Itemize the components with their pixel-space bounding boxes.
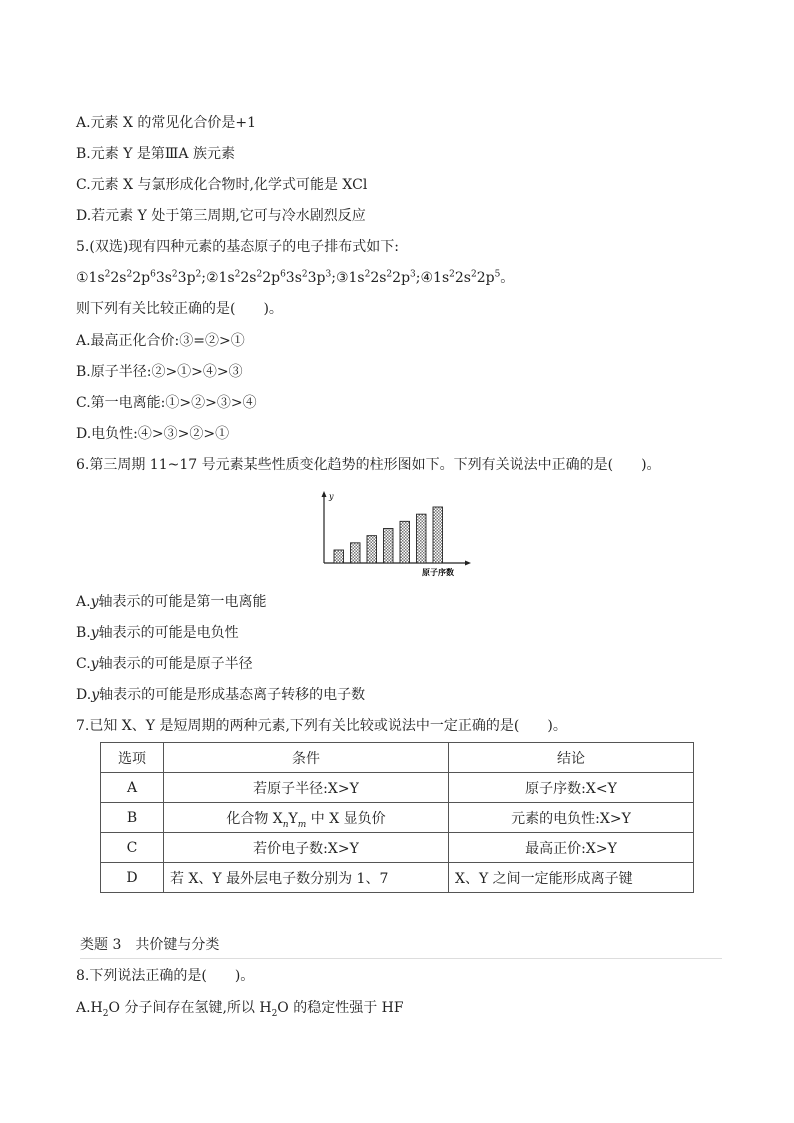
table-cell: X、Y 之间一定能形成离子键 — [449, 863, 694, 893]
header-cell: 条件 — [164, 743, 449, 773]
table-cell: C — [101, 833, 164, 863]
table-header-row — [101, 743, 694, 773]
q6-option-c-text: 轴表示的可能是原子半径 — [98, 656, 253, 672]
bar-1 — [334, 550, 344, 563]
q4-option-d: D.若元素 Y 处于第三周期,它可与冷水剧烈反应 — [76, 208, 366, 224]
table-cell: 原子序数:X<Y — [449, 773, 694, 803]
bar-chart — [318, 489, 478, 579]
x-axis-label: 原子序数 — [422, 568, 454, 577]
q5-stem: 5.(双选)现有四种元素的基态原子的电子排布式如下: — [76, 239, 399, 255]
table-cell-compound: 化合物 $X_nY_m$ 中 X 显负价 — [164, 803, 449, 833]
q4-option-b: B.元素 Y 是第ⅢA 族元素 — [76, 146, 235, 162]
header-cell: 结论 — [449, 743, 694, 773]
bar-2 — [351, 543, 361, 563]
q6-option-b-text: 轴表示的可能是电负性 — [98, 625, 239, 641]
table-cell: 若 X、Y 最外层电子数分别为 1、7 — [164, 863, 449, 893]
y-variable: y — [91, 687, 100, 703]
q6-stem: 6.第三周期 11~17 号元素某些性质变化趋势的柱形图如下。下列有关说法中正确的是( )。 — [76, 457, 661, 473]
table-cell: 若价电子数:X>Y — [164, 833, 449, 863]
table-cell: A — [101, 773, 164, 803]
y-variable: y — [90, 656, 99, 672]
y-axis-arrow — [322, 491, 327, 497]
q5-question: 则下列有关比较正确的是( )。 — [76, 301, 283, 317]
q6-option-d: D.y轴表示的可能是形成基态离子转移的电子数 — [76, 687, 366, 703]
q5-option-d: D.电负性:④>③>②>① — [76, 426, 230, 442]
header-cell: 选项 — [101, 743, 164, 773]
table-cell: B — [101, 803, 164, 833]
y-axis-label: y — [329, 492, 334, 501]
table-cell: 若原子半径:X>Y — [164, 773, 449, 803]
table-cell: D — [101, 863, 164, 893]
table-cell: 元素的电负性:X>Y — [449, 803, 694, 833]
table-row — [101, 773, 694, 803]
q5-configurations: $①1s^22s^22p^63s^23p^2;②1s^22s^22p^63s^23p^3;③1s^22s^22p^3;④1s^22s^22p^5$。 — [76, 269, 515, 286]
bar-6 — [417, 514, 427, 563]
q5-option-a: A.最高正化合价:③=②>① — [76, 333, 245, 349]
q5-option-b: B.原子半径:②>①>④>③ — [76, 364, 243, 380]
bar-4 — [384, 529, 394, 564]
q6-option-c: C.y轴表示的可能是原子半径 — [76, 656, 253, 672]
q8-stem: 8.下列说法正确的是( )。 — [76, 968, 255, 984]
q7-stem: 7.已知 X、Y 是短周期的两种元素,下列有关比较或说法中一定正确的是( )。 — [76, 718, 567, 734]
bar-5 — [400, 521, 410, 563]
q6-option-a: A.y轴表示的可能是第一电离能 — [76, 594, 267, 610]
x-axis-arrow — [465, 561, 471, 566]
q4-option-a: A.元素 X 的常见化合价是+1 — [76, 115, 257, 131]
table-row — [101, 803, 694, 833]
table-row — [101, 863, 694, 893]
table-row — [101, 833, 694, 863]
table-cell: 最高正价:X>Y — [449, 833, 694, 863]
q6-option-a-text: 轴表示的可能是第一电离能 — [98, 594, 267, 610]
q4-option-c: C.元素 X 与氯形成化合物时,化学式可能是 XCl — [76, 177, 368, 193]
bar-3 — [367, 536, 377, 563]
y-variable: y — [90, 594, 99, 610]
y-variable: y — [90, 625, 99, 641]
q6-option-b: B.y轴表示的可能是电负性 — [76, 625, 239, 641]
q5-option-c: C.第一电离能:①>②>③>④ — [76, 395, 257, 411]
q8-option-a: $A.H_2O$ 分子间存在氢键,所以 $H_2O$ 的稳定性强于 HF — [76, 1000, 404, 1019]
section-heading: 类题 3 共价键与分类 — [80, 934, 722, 959]
bar-7 — [433, 507, 443, 563]
q7-table — [100, 742, 694, 893]
q6-option-d-text: 轴表示的可能是形成基态离子转移的电子数 — [99, 687, 366, 703]
